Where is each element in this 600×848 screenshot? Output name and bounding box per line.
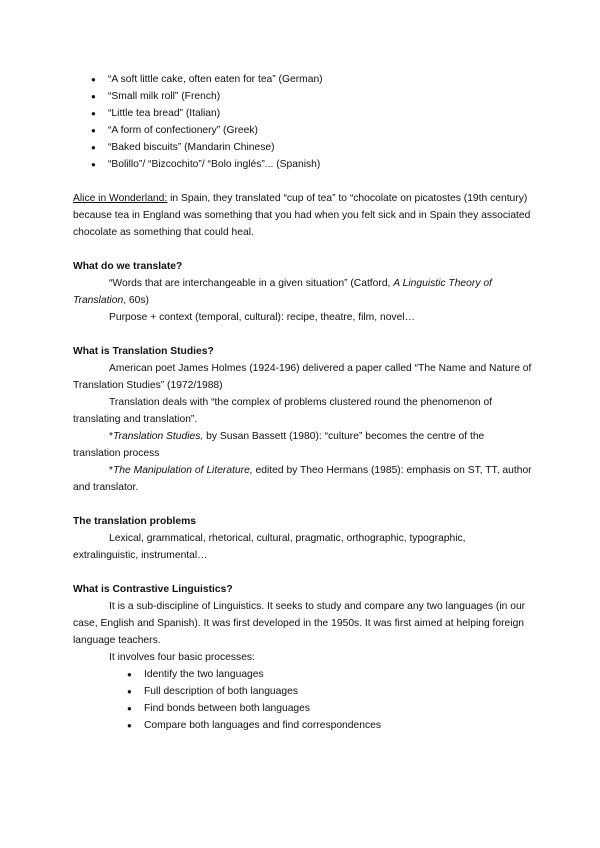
list-item: ● Identify the two languages (127, 666, 533, 683)
list-item: ● Find bonds between both languages (127, 700, 533, 717)
holmes-paragraph: American poet James Holmes (1924-196) delivered a paper called “The Name and Nature of Translation Studies” (1972/1988) (73, 363, 532, 391)
problems-list-text: Lexical, grammatical, rhetorical, cultural, pragmatic, orthographic, typographic, extralinguistic, instrumental… (73, 533, 466, 561)
list-item: ● Compare both languages and find correspondences (127, 717, 533, 734)
heading-translation-studies: What is Translation Studies? (73, 346, 214, 357)
list-item: ● “Small milk roll” (French) (91, 88, 533, 105)
bassett-paragraph: *Translation Studies, by Susan Bassett (1980): “culture” becomes the centre of the translation process (73, 431, 485, 459)
alice-title: Alice in Wonderland: (73, 193, 168, 204)
list-item: ● “Little tea bread” (Italian) (91, 105, 533, 122)
catford-quote: “Words that are interchangeable in a given situation” (Catford, A Linguistic Theory of Translation, 60s) (73, 278, 492, 306)
translation-bullets (91, 71, 533, 173)
processes-list (127, 666, 533, 734)
list-item: ● “A soft little cake, often eaten for tea” (German) (91, 71, 533, 88)
heading-translation-problems: The translation problems (73, 516, 197, 527)
list-item: ● “A form of confectionery” (Greek) (91, 122, 533, 139)
heading-what-do-we-translate: What do we translate? (73, 261, 183, 272)
list-item: ● Full description of both languages (127, 683, 533, 700)
alice-text: in Spain, they translated “cup of tea” to “chocolate on picatostes (19th century) because tea in England was something that you had when you felt sick and in Spain they associated chocolate as something that could heal. (73, 193, 531, 238)
list-item: ● “Baked biscuits” (Mandarin Chinese) (91, 139, 533, 156)
alice-paragraph (73, 190, 533, 241)
heading-contrastive-linguistics: What is Contrastive Linguistics? (73, 584, 233, 595)
complex-problems-paragraph: Translation deals with “the complex of problems clustered round the phenomenon of translating and translation”. (73, 397, 493, 425)
hermans-paragraph: *The Manipulation of Literature, edited by Theo Hermans (1985): emphasis on ST, TT, author and translator. (73, 465, 532, 493)
list-item: ● “Bolillo”/ “Bizcochito”/ “Bolo inglés”... (Spanish) (91, 156, 533, 173)
purpose-line: Purpose + context (temporal, cultural): recipe, theatre, film, novel… (109, 312, 415, 323)
four-processes-intro: It involves four basic processes: (109, 652, 255, 663)
contrastive-paragraph: It is a sub-discipline of Linguistics. It seeks to study and compare any two languages (in our case, English and Spanish). It was first developed in the 1950s. It was first aimed at helping foreign language teachers. (73, 601, 526, 646)
document-body (73, 71, 533, 734)
